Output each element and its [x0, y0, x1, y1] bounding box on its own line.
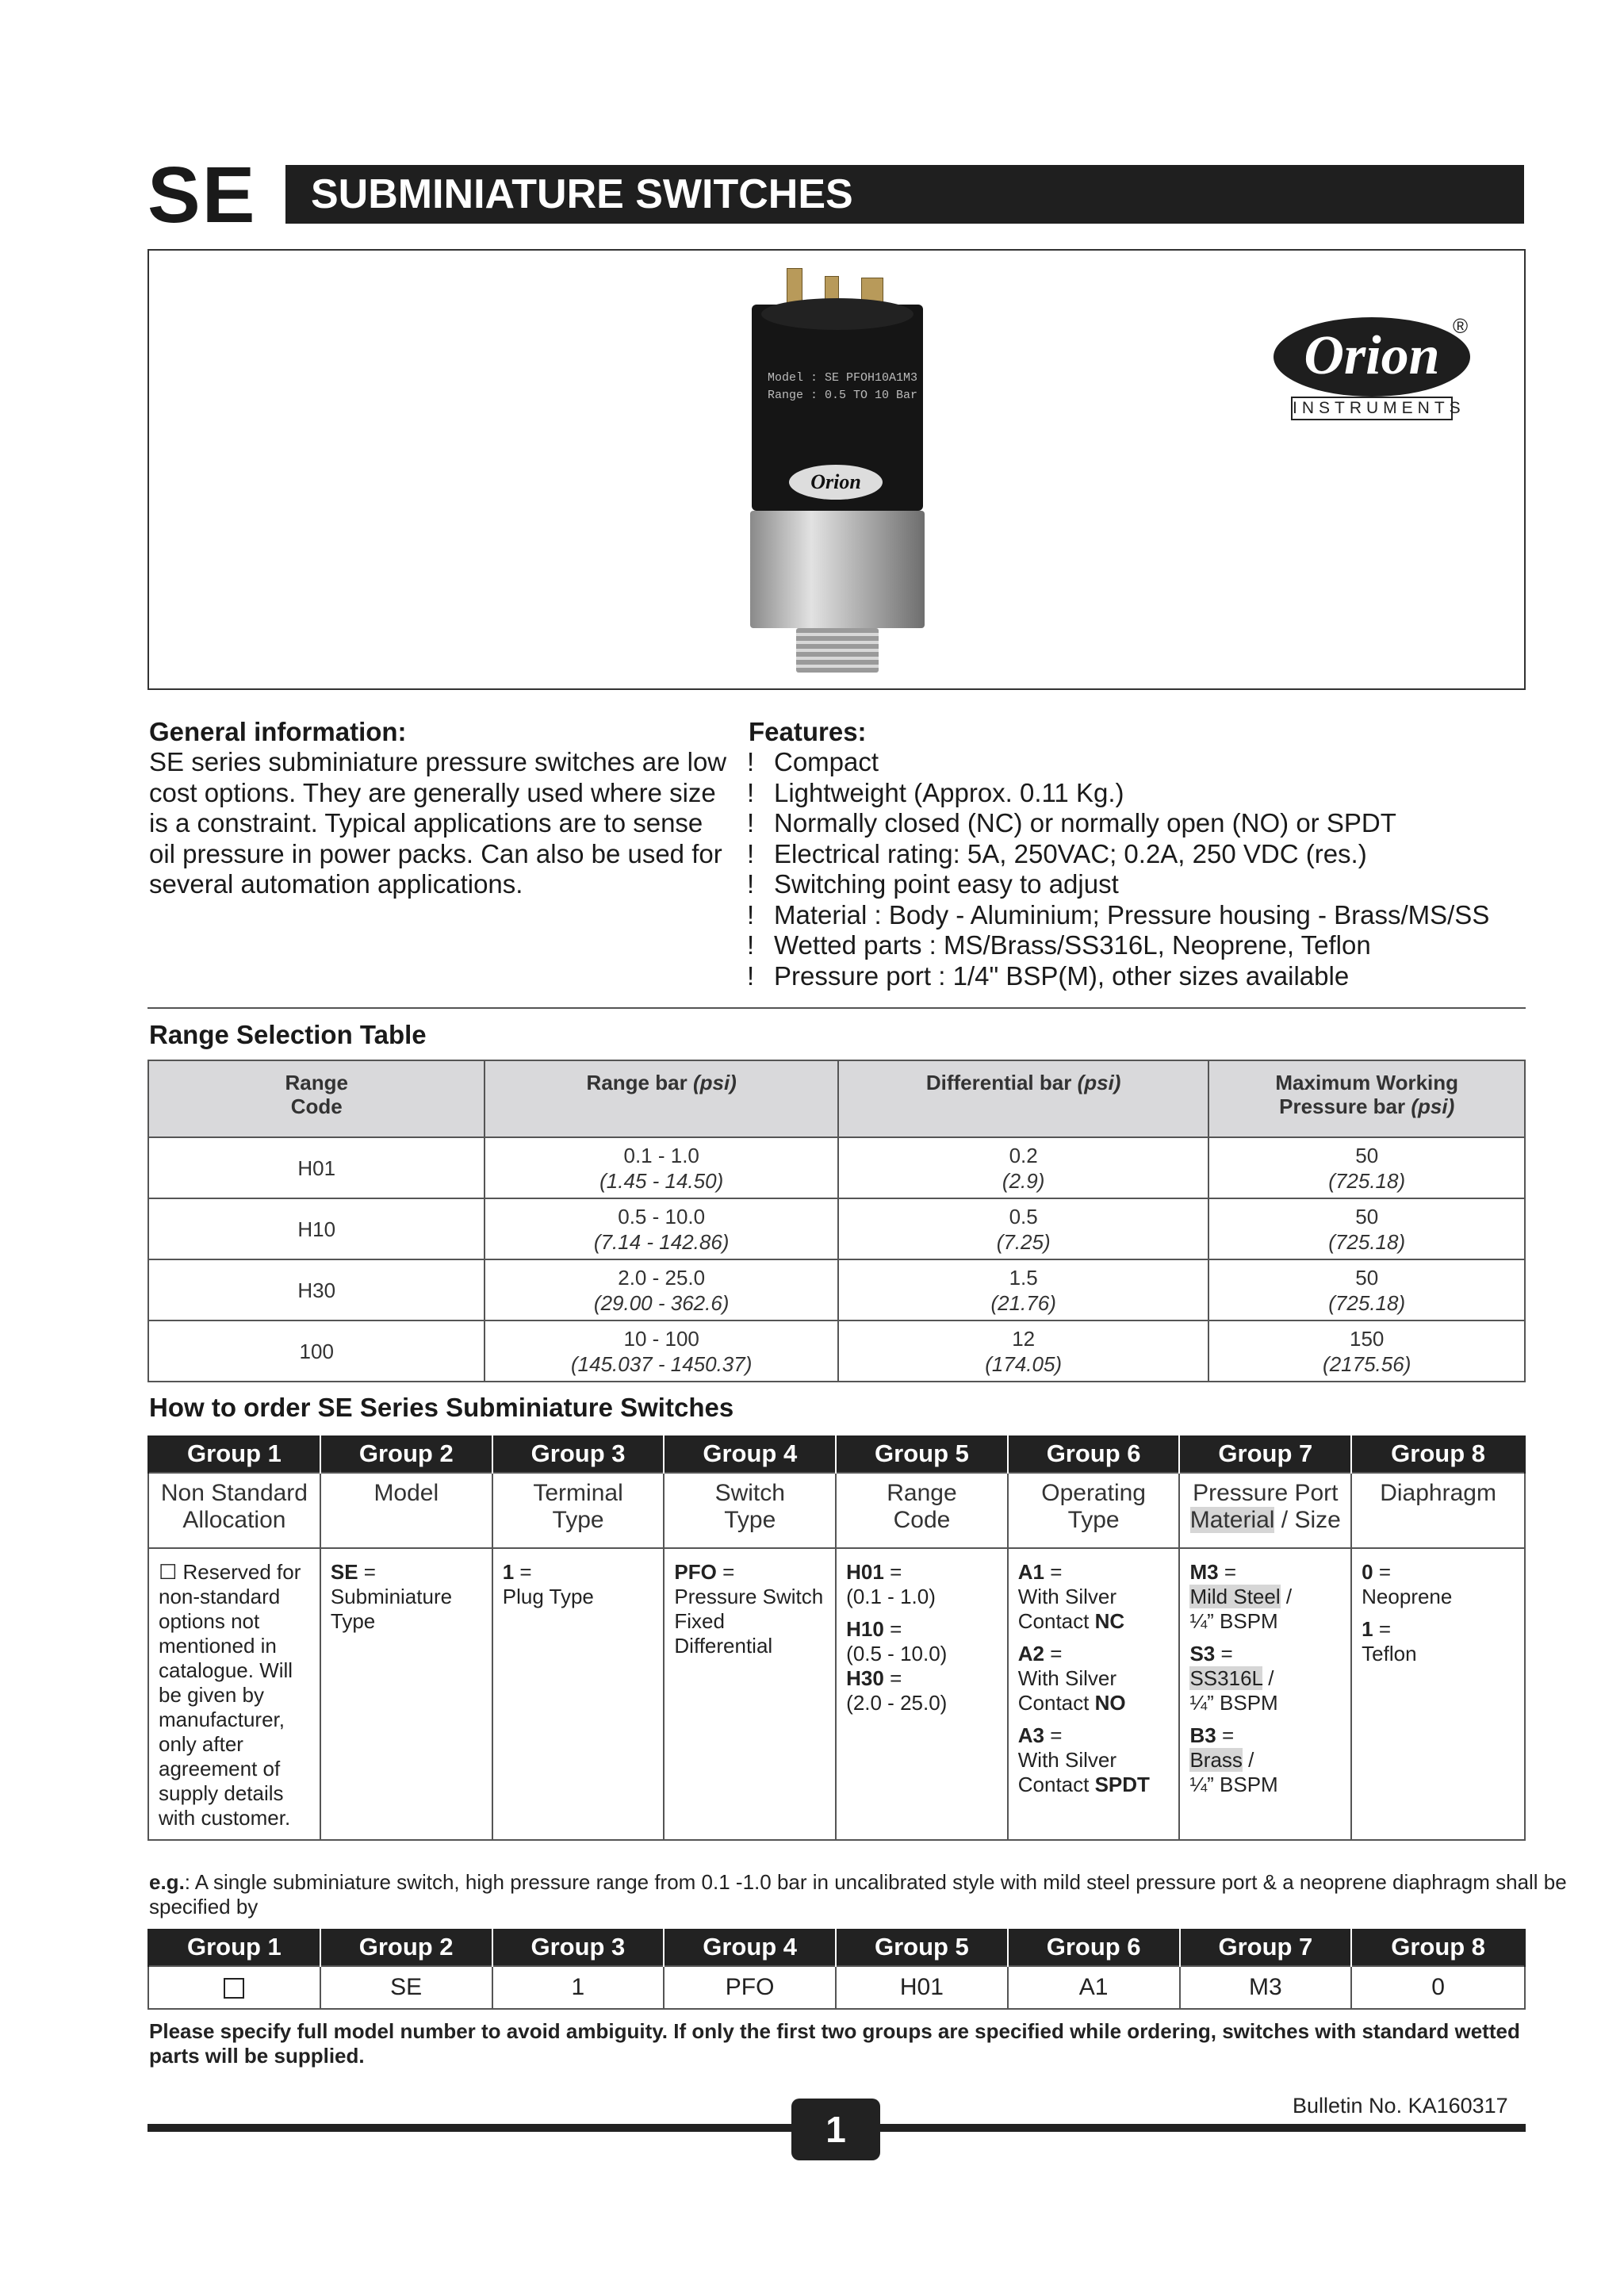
example-value: M3 [1180, 1966, 1352, 2009]
group-header: Group 3 [492, 1929, 665, 1966]
feature-item: ! Pressure port : 1/4" BSP(M), other sizes available [747, 961, 1489, 992]
group-name: Pressure Port Material / Size [1179, 1473, 1351, 1548]
cap-label-range: Range : 0.5 TO 10 Bar [768, 389, 918, 402]
group-header: Group 5 [836, 1435, 1008, 1473]
example-value: A1 [1008, 1966, 1180, 2009]
group-header: Group 5 [836, 1929, 1008, 1966]
group-name: Terminal Type [492, 1473, 665, 1548]
bulletin-number: Bulletin No. KA160317 [1293, 2094, 1508, 2118]
features-list [747, 747, 1489, 991]
range-code-cell: 100 [148, 1320, 485, 1382]
col-header-range-code: Range Code [148, 1060, 485, 1137]
features-heading: Features: [749, 717, 867, 746]
group8-description: 0 = Neoprene 1 = Teflon [1351, 1548, 1525, 1840]
range-cell: 0.1 - 1.0 (1.45 - 14.50) [485, 1137, 837, 1198]
example-value [148, 1966, 320, 2009]
example-value: 1 [492, 1966, 665, 2009]
group-header: Group 6 [1008, 1435, 1180, 1473]
max-pressure-cell: 50 (725.18) [1208, 1198, 1525, 1259]
example-value: SE [320, 1966, 492, 2009]
ordering-note: Please specify full model number to avoid ambiguity. If only the first two groups are specified while ordering, switches with standard wetted parts will be supplied. [149, 2019, 1520, 2068]
group-header: Group 2 [320, 1929, 492, 1966]
switch-cap-top [761, 298, 914, 330]
table-row [148, 1320, 1525, 1382]
table-row [148, 1198, 1525, 1259]
differential-cell: 1.5 (21.76) [838, 1259, 1208, 1320]
max-pressure-cell: 50 (725.18) [1208, 1137, 1525, 1198]
order-code-table [147, 1435, 1526, 1841]
range-code-cell: H10 [148, 1198, 485, 1259]
example-value: PFO [664, 1966, 836, 2009]
range-table-heading: Range Selection Table [149, 1020, 427, 1049]
feature-item: ! Switching point easy to adjust [747, 869, 1489, 900]
group-header: Group 3 [492, 1435, 665, 1473]
brand-logo [1274, 314, 1470, 424]
cap-label-model: Model : SE PFOH10A1M3 [768, 371, 918, 385]
group-name: Operating Type [1008, 1473, 1180, 1548]
max-pressure-cell: 150 (2175.56) [1208, 1320, 1525, 1382]
cap-logo: Orion [789, 465, 883, 500]
group-header: Group 4 [664, 1929, 836, 1966]
general-info-heading: General information: [149, 717, 407, 746]
general-info-body: SE series subminiature pressure switches are low cost options. They are generally used where size is a constraint. Typical applications are to sense oil pressure in power packs. Can also be used for several automation applications. [149, 747, 727, 899]
group-name: Model [320, 1473, 492, 1548]
logo-subtitle: INSTRUMENTS [1291, 397, 1453, 420]
group-name: Switch Type [664, 1473, 836, 1548]
group-header: Group 8 [1351, 1435, 1525, 1473]
group-name: Diaphragm [1351, 1473, 1525, 1548]
page-number: 1 [791, 2099, 880, 2160]
differential-cell: 12 (174.05) [838, 1320, 1208, 1382]
col-header-differential: Differential bar (psi) [838, 1060, 1208, 1137]
feature-item: ! Normally closed (NC) or normally open (NO) or SPDT [747, 808, 1489, 839]
page-title: SUBMINIATURE SWITCHES [311, 171, 853, 217]
table-row [148, 1137, 1525, 1198]
group4-description: PFO = Pressure Switch Fixed Differential [664, 1548, 836, 1840]
section-divider [147, 1007, 1526, 1009]
feature-item: ! Lightweight (Approx. 0.11 Kg.) [747, 778, 1489, 809]
table-header-row [148, 1060, 1525, 1137]
range-cell: 2.0 - 25.0 (29.00 - 362.6) [485, 1259, 837, 1320]
group-description-row [148, 1548, 1525, 1840]
group7-description: M3 = Mild Steel / ¼” BSPM S3 = SS316L / ¼” BSPM B3 = Brass / ¼” BSPM [1179, 1548, 1351, 1840]
group-header: Group 1 [148, 1435, 320, 1473]
logo-wordmark: Orion [1304, 325, 1440, 386]
range-code-cell: H01 [148, 1137, 485, 1198]
group-name-row [148, 1473, 1525, 1548]
example-group-header-row [148, 1929, 1525, 1966]
table-row [148, 1259, 1525, 1320]
example-order-table [147, 1929, 1526, 2010]
range-selection-table [147, 1060, 1526, 1382]
title-bar [285, 165, 1524, 224]
range-code-cell: H30 [148, 1259, 485, 1320]
order-heading: How to order SE Series Subminiature Switches [149, 1393, 734, 1422]
col-header-range: Range bar (psi) [485, 1060, 837, 1137]
group-header: Group 6 [1008, 1929, 1180, 1966]
hex-body [750, 511, 925, 628]
example-value: 0 [1351, 1966, 1525, 2009]
group6-description: A1 = With Silver Contact NC A2 = With Silver Contact NO A3 = With Silver Contact SPDT [1008, 1548, 1180, 1840]
group3-description: 1 = Plug Type [492, 1548, 665, 1840]
group-header-row [148, 1435, 1525, 1473]
group5-description: H01 = (0.1 - 1.0) H10 = (0.5 - 10.0) H30 = (2.0 - 25.0) [836, 1548, 1008, 1840]
range-cell: 10 - 100 (145.037 - 1450.37) [485, 1320, 837, 1382]
feature-item: ! Compact [747, 747, 1489, 778]
group-header: Group 2 [320, 1435, 492, 1473]
differential-cell: 0.2 (2.9) [838, 1137, 1208, 1198]
series-code: SE [147, 151, 257, 240]
group2-description: SE = Subminiature Type [320, 1548, 492, 1840]
group-header: Group 4 [664, 1435, 836, 1473]
group-name: Range Code [836, 1473, 1008, 1548]
example-value-row [148, 1966, 1525, 2009]
registered-mark: ® [1453, 314, 1469, 338]
example-value: H01 [836, 1966, 1008, 2009]
group-header: Group 7 [1179, 1435, 1351, 1473]
feature-item: ! Electrical rating: 5A, 250VAC; 0.2A, 250 VDC (res.) [747, 839, 1489, 870]
group1-description: ☐ Reserved for non-standard options not mentioned in catalogue. Will be given by manufacturer, only after agreement of supply details with customer. [148, 1548, 320, 1840]
group-name: Non Standard Allocation [148, 1473, 320, 1548]
max-pressure-cell: 50 (725.18) [1208, 1259, 1525, 1320]
col-header-max-pressure: Maximum Working Pressure bar (psi) [1208, 1060, 1525, 1137]
group-header: Group 1 [148, 1929, 320, 1966]
group-header: Group 7 [1180, 1929, 1352, 1966]
pressure-port-thread [796, 628, 879, 673]
empty-checkbox-icon [224, 1978, 244, 1999]
feature-item: ! Wetted parts : MS/Brass/SS316L, Neoprene, Teflon [747, 930, 1489, 961]
feature-item: ! Material : Body - Aluminium; Pressure housing - Brass/MS/SS [747, 900, 1489, 931]
range-cell: 0.5 - 10.0 (7.14 - 142.86) [485, 1198, 837, 1259]
example-text: e.g.: A single subminiature switch, high pressure range from 0.1 -1.0 bar in uncalibrated style with mild steel pressure port & a neoprene diaphragm shall be specified by [149, 1870, 1567, 1918]
group-header: Group 8 [1351, 1929, 1525, 1966]
differential-cell: 0.5 (7.25) [838, 1198, 1208, 1259]
